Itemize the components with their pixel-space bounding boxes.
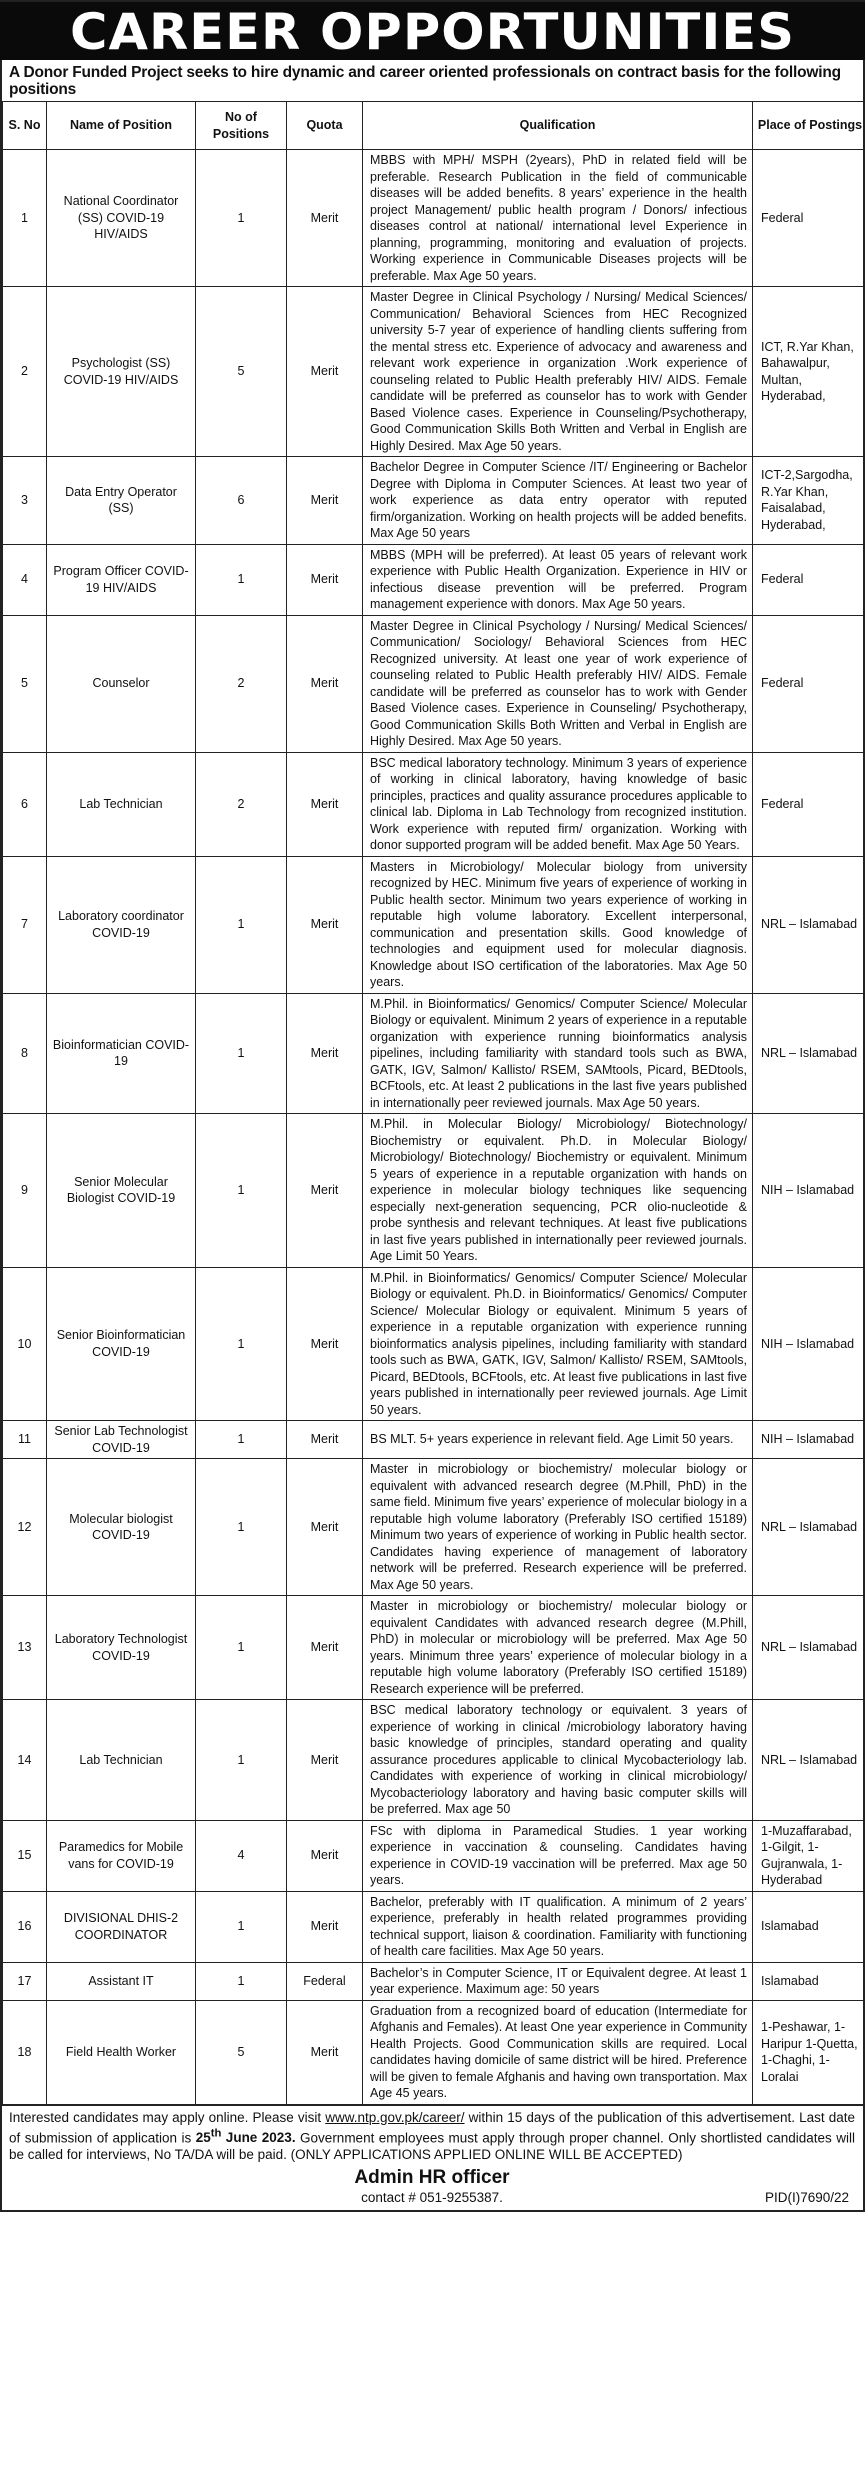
row-qualification: M.Phil. in Molecular Biology/ Microbiology/ Biotechnology/ Biochemistry or equivalent. Ph.D. in Molecular Biology/ Microbiology/ Biotechnology/ Biochemistry or equivalent. Minimum 5 years of experience in a reputable organization with hands on experience in molecular biology techniques like sequencing especially next-generation sequencing, PCR olio-nucleotide & probe synthesis and relevant techniques. At least five publications in last five years published in internationally peer reviewed journals. Age Limit 50 Years. bbox=[363, 1114, 753, 1268]
banner-title: CAREER OPPORTUNITIES bbox=[0, 2, 865, 60]
row-quota: Merit bbox=[287, 1267, 363, 1421]
table-row bbox=[3, 1596, 865, 1700]
row-position-name: Bioinformatician COVID-19 bbox=[47, 993, 196, 1114]
row-quota: Merit bbox=[287, 1891, 363, 1962]
row-positions-count: 1 bbox=[196, 544, 287, 615]
row-sno: 5 bbox=[3, 615, 47, 752]
table-row bbox=[3, 544, 865, 615]
row-positions-count: 1 bbox=[196, 1962, 287, 2000]
row-postings: Federal bbox=[753, 544, 865, 615]
row-sno: 4 bbox=[3, 544, 47, 615]
table-row bbox=[3, 457, 865, 545]
row-position-name: Psychologist (SS) COVID-19 HIV/AIDS bbox=[47, 287, 196, 457]
table-row bbox=[3, 1891, 865, 1962]
row-sno: 18 bbox=[3, 2000, 47, 2104]
row-positions-count: 1 bbox=[196, 856, 287, 993]
row-postings: 1-Muzaffarabad, 1-Gilgit, 1-Gujranwala, 1-Hyderabad bbox=[753, 1820, 865, 1891]
signature-block bbox=[9, 2163, 855, 2206]
row-qualification: MBBS with MPH/ MSPH (2years), PhD in related field will be preferable. Research Publication in the field of communicable diseases will be added benefits. 8 years’ experience in the health project Management/ public health program / Donors/ infectious diseases control at national/ international level Experience in planning, programming, monitoring and evaluation of projects. Working experience in Communicable Diseases projects will be preferable. Max Age 50 years. bbox=[363, 150, 753, 287]
header-positions: No of Positions bbox=[196, 102, 287, 150]
row-qualification: Master Degree in Clinical Psychology / Nursing/ Medical Sciences/ Communication/ Behavioral Sciences from HEC Recognized university 5-7 year of experience of handling clients suffering from the mental stress etc. Experience of advocacy and awareness and relevant work experience in organization .Work experience of counseling related to Public Health preferably HIV/ AIDS. Female candidate will be preferred as counselor has to work with Gender Based Violence cases. Experience in Counseling/Psychotherapy, Good Communication Skills Both Written and Verbal in English are Highly Desired. Max Age 50 years. bbox=[363, 287, 753, 457]
row-sno: 9 bbox=[3, 1114, 47, 1268]
row-quota: Merit bbox=[287, 752, 363, 856]
row-qualification: Master in microbiology or biochemistry/ molecular biology or equivalent with advanced research degree (M.Phill, PhD) in the same field. Minimum five years’ experience of molecular biology in a reputable high volume laboratory (Preferably ISO certified 15189) Minimum two years of experience of working in Public health sector. Candidates having experience of management of laboratory network will be preferred. Research experience will be preferred. Max Age 50 years. bbox=[363, 1459, 753, 1596]
row-qualification: FSc with diploma in Paramedical Studies. 1 year working experience in vaccination & counseling. Candidates having experience in COVID-19 vaccination will be preferred. Max age 50 years. bbox=[363, 1820, 753, 1891]
row-qualification: BSC medical laboratory technology or equivalent. 3 years of experience of working in clinical /microbiology laboratory having basic knowledge of principles, standard operating and quality assurance procedures applicable to clinical Mycobacteriology lab. Candidates with experience of working in clinical microbiology/ Mycobacteriology laboratory and having basic computer skills will be preferred. Max age 50 bbox=[363, 1700, 753, 1821]
row-position-name: Senior Lab Technologist COVID-19 bbox=[47, 1421, 196, 1459]
row-positions-count: 1 bbox=[196, 1891, 287, 1962]
deadline bbox=[195, 2127, 296, 2145]
table-row bbox=[3, 752, 865, 856]
deadline-month-year: June 2023. bbox=[221, 2130, 296, 2145]
row-postings: NRL – Islamabad bbox=[753, 1700, 865, 1821]
row-positions-count: 4 bbox=[196, 1820, 287, 1891]
row-qualification: Graduation from a recognized board of education (Intermediate for Afghanis and Females). At least One year experience in Community Health Projects. Good Communication skills are required. Local candidates having domicile of same district will be hired. Preference will be given to female Afghanis and having own transportation. Max Age 45 years. bbox=[363, 2000, 753, 2104]
row-positions-count: 5 bbox=[196, 2000, 287, 2104]
table-row bbox=[3, 993, 865, 1114]
row-quota: Merit bbox=[287, 1459, 363, 1596]
row-positions-count: 1 bbox=[196, 1700, 287, 1821]
table-row bbox=[3, 1114, 865, 1268]
header-quota: Quota bbox=[287, 102, 363, 150]
row-postings: NRL – Islamabad bbox=[753, 1596, 865, 1700]
header-qualification: Qualification bbox=[363, 102, 753, 150]
row-quota: Merit bbox=[287, 150, 363, 287]
row-postings: NIH – Islamabad bbox=[753, 1267, 865, 1421]
intro-text: A Donor Funded Project seeks to hire dynamic and career oriented professionals on contract basis for the following positions bbox=[9, 64, 841, 98]
table-row bbox=[3, 150, 865, 287]
row-position-name: Molecular biologist COVID-19 bbox=[47, 1459, 196, 1596]
table-body bbox=[3, 150, 865, 2105]
row-sno: 14 bbox=[3, 1700, 47, 1821]
row-sno: 7 bbox=[3, 856, 47, 993]
row-sno: 3 bbox=[3, 457, 47, 545]
row-qualification: BSC medical laboratory technology. Minimum 3 years of experience of working in clinical laboratory, having knowledge of basic principles, practices and quality assurance procedures applicable to clinical lab. Diploma in Lab Technology from recognized institution. Work experience with reputed firm/ organization. Working with donor supported program will be added benefit. Max Age 50 Years. bbox=[363, 752, 753, 856]
row-sno: 6 bbox=[3, 752, 47, 856]
row-qualification: Master in microbiology or biochemistry/ molecular biology or equivalent Candidates with advanced research degree (M.Phill, PhD) in molecular or microbiology will be preferred. Max Age 50 years. Minimum three years’ experience of molecular biology in a reputable high volume laboratory (Preferably ISO certified 15189) Research experience will be preferred. bbox=[363, 1596, 753, 1700]
positions-table bbox=[2, 101, 865, 2105]
row-position-name: Laboratory Technologist COVID-19 bbox=[47, 1596, 196, 1700]
row-postings: Federal bbox=[753, 150, 865, 287]
row-positions-count: 1 bbox=[196, 993, 287, 1114]
row-postings: Islamabad bbox=[753, 1962, 865, 2000]
row-position-name: DIVISIONAL DHIS-2 COORDINATOR bbox=[47, 1891, 196, 1962]
row-qualification: Bachelor Degree in Computer Science /IT/ Engineering or Bachelor Degree with Diploma in Computer Sciences. At least two year of work experience as data entry operator with reputed firm/organization. Working on health projects will be added benefits. Max Age 50 years bbox=[363, 457, 753, 545]
table-row bbox=[3, 1962, 865, 2000]
row-sno: 8 bbox=[3, 993, 47, 1114]
row-positions-count: 5 bbox=[196, 287, 287, 457]
row-sno: 17 bbox=[3, 1962, 47, 2000]
row-quota: Merit bbox=[287, 993, 363, 1114]
instructions-text-3: Government employees must apply through proper channel. Only shortlisted candidates will be called for interviews, No TA/DA will be paid. (ONLY APPLICATIONS APPLIED ONLINE WILL BE ACCEPTED) bbox=[9, 2130, 856, 2162]
row-postings: 1-Peshawar, 1- Haripur 1-Quetta, 1-Chaghi, 1-Loralai bbox=[753, 2000, 865, 2104]
row-quota: Merit bbox=[287, 1700, 363, 1821]
deadline-day: 25 bbox=[195, 2130, 211, 2145]
row-position-name: Program Officer COVID-19 HIV/AIDS bbox=[47, 544, 196, 615]
row-quota: Merit bbox=[287, 1596, 363, 1700]
instructions-text-1: Interested candidates may apply online. Please visit bbox=[9, 2109, 326, 2125]
row-sno: 11 bbox=[3, 1421, 47, 1459]
deadline-suffix: th bbox=[210, 2127, 222, 2140]
row-postings: ICT, R.Yar Khan, Bahawalpur, Multan, Hyderabad, bbox=[753, 287, 865, 457]
row-positions-count: 1 bbox=[196, 150, 287, 287]
row-quota: Merit bbox=[287, 1114, 363, 1268]
row-sno: 12 bbox=[3, 1459, 47, 1596]
row-postings: Federal bbox=[753, 752, 865, 856]
row-position-name: Field Health Worker bbox=[47, 2000, 196, 2104]
row-postings: NRL – Islamabad bbox=[753, 1459, 865, 1596]
row-postings: NRL – Islamabad bbox=[753, 856, 865, 993]
row-quota: Merit bbox=[287, 2000, 363, 2104]
row-sno: 15 bbox=[3, 1820, 47, 1891]
row-quota: Federal bbox=[287, 1962, 363, 2000]
contact-number: contact # 051-9255387. bbox=[361, 2190, 503, 2205]
row-position-name: Counselor bbox=[47, 615, 196, 752]
row-qualification: BS MLT. 5+ years experience in relevant field. Age Limit 50 years. bbox=[363, 1421, 753, 1459]
row-position-name: Lab Technician bbox=[47, 1700, 196, 1821]
row-qualification: Masters in Microbiology/ Molecular biology from university recognized by HEC. Minimum five years of experience of working in Public health sector. Minimum two years experience of working in reputable high volume laboratory. Excellent interpersonal, communication and presentation skills. Good knowledge of technologies and equipment used for molecular diagnosis. Knowledge about ISO certification of the laboratories. Max Age 50 years. bbox=[363, 856, 753, 993]
career-link[interactable]: www.ntp.gov.pk/career/ bbox=[325, 2109, 465, 2125]
row-positions-count: 2 bbox=[196, 752, 287, 856]
row-postings: NIH – Islamabad bbox=[753, 1421, 865, 1459]
row-quota: Merit bbox=[287, 615, 363, 752]
row-positions-count: 1 bbox=[196, 1114, 287, 1268]
table-row bbox=[3, 287, 865, 457]
row-quota: Merit bbox=[287, 457, 363, 545]
row-qualification: M.Phil. in Bioinformatics/ Genomics/ Computer Science/ Molecular Biology or equivalent. Ph.D. in Bioinformatics/ Genomics/ Computer Science/ Molecular Biology or equivalent. Minimum 5 years of experience in a reputable organization with experience running bioinformatics analysis pipelines, including familiarity with standard tools such as BWA, GATK, IGV, Salmon/ Kallisto/ RSEM, SAMtools, Picard, BEDtools, BCFtools, etc. At least five publications in last five years published in internationally peer reviewed journals. Age Limit 50 years. bbox=[363, 1267, 753, 1421]
application-instructions bbox=[2, 2105, 863, 2211]
header-name: Name of Position bbox=[47, 102, 196, 150]
row-postings: NRL – Islamabad bbox=[753, 993, 865, 1114]
row-position-name: Laboratory coordinator COVID-19 bbox=[47, 856, 196, 993]
row-sno: 10 bbox=[3, 1267, 47, 1421]
table-row bbox=[3, 2000, 865, 2104]
row-position-name: National Coordinator (SS) COVID-19 HIV/AIDS bbox=[47, 150, 196, 287]
row-qualification: Bachelor, preferably with IT qualification. A minimum of 2 years’ experience, preferably in health related programmes providing technical support, liaison & coordination. Familiarity with functioning of health care facilities. Max Age 50 years. bbox=[363, 1891, 753, 1962]
table-row bbox=[3, 1700, 865, 1821]
row-quota: Merit bbox=[287, 1421, 363, 1459]
row-position-name: Senior Bioinformatician COVID-19 bbox=[47, 1267, 196, 1421]
instructions-text-2: within 15 days of the publication of this advertisement. Last date of submission of application is bbox=[9, 2109, 855, 2145]
table-row bbox=[3, 1421, 865, 1459]
officer-title: Admin HR officer bbox=[354, 2167, 510, 2188]
row-sno: 13 bbox=[3, 1596, 47, 1700]
row-qualification: MBBS (MPH will be preferred). At least 05 years of relevant work experience with Public Health Organization. Experience in HIV or infectious disease prevention will be preferred. Program management experience with donors. Max Age 50 years. bbox=[363, 544, 753, 615]
row-postings: Federal bbox=[753, 615, 865, 752]
table-row bbox=[3, 1820, 865, 1891]
row-postings: NIH – Islamabad bbox=[753, 1114, 865, 1268]
row-position-name: Data Entry Operator (SS) bbox=[47, 457, 196, 545]
table-row bbox=[3, 615, 865, 752]
pid-number: PID(I)7690/22 bbox=[764, 2190, 849, 2205]
row-postings: Islamabad bbox=[753, 1891, 865, 1962]
row-position-name: Assistant IT bbox=[47, 1962, 196, 2000]
row-qualification: Master Degree in Clinical Psychology / Nursing/ Medical Sciences/ Communication/ Sociology/ Behavioral Sciences from HEC Recognized university. At least one year of work experience of counseling related to Public Health preferably HIV/ AIDS. Female candidate will be preferred as counselor has to work with Gender Based Violence cases. Experience in Counseling/ Psychotherapy, Good Communication Skills Both Written and Verbal in English are Highly Desired. Max Age 50 years. bbox=[363, 615, 753, 752]
row-position-name: Lab Technician bbox=[47, 752, 196, 856]
row-positions-count: 1 bbox=[196, 1596, 287, 1700]
row-quota: Merit bbox=[287, 544, 363, 615]
header-postings: Place of Postings bbox=[753, 102, 865, 150]
row-postings: ICT-2,Sargodha, R.Yar Khan, Faisalabad, Hyderabad, bbox=[753, 457, 865, 545]
row-positions-count: 1 bbox=[196, 1267, 287, 1421]
row-qualification: M.Phil. in Bioinformatics/ Genomics/ Computer Science/ Molecular Biology or equivalent. Minimum 2 years of experience in a reputable organization with experience running bioinformatics analysis pipelines, including familiarity with standard tools such as BWA, GATK, IGV, Salmon/ Kallisto/ RSEM, SAMtools, Picard, BEDtools, BCFtools, etc. At least 2 publications in the last five years published in internationally peer reviewed journals. Max Age 50 years. bbox=[363, 993, 753, 1114]
row-positions-count: 2 bbox=[196, 615, 287, 752]
row-quota: Merit bbox=[287, 287, 363, 457]
table-header-row bbox=[3, 102, 865, 150]
row-sno: 16 bbox=[3, 1891, 47, 1962]
row-sno: 2 bbox=[3, 287, 47, 457]
table-row bbox=[3, 1267, 865, 1421]
row-positions-count: 1 bbox=[196, 1421, 287, 1459]
row-positions-count: 6 bbox=[196, 457, 287, 545]
row-quota: Merit bbox=[287, 856, 363, 993]
row-positions-count: 1 bbox=[196, 1459, 287, 1596]
row-position-name: Senior Molecular Biologist COVID-19 bbox=[47, 1114, 196, 1268]
table-row bbox=[3, 1459, 865, 1596]
row-sno: 1 bbox=[3, 150, 47, 287]
row-position-name: Paramedics for Mobile vans for COVID-19 bbox=[47, 1820, 196, 1891]
table-row bbox=[3, 856, 865, 993]
header-sno: S. No bbox=[3, 102, 47, 150]
row-quota: Merit bbox=[287, 1820, 363, 1891]
row-qualification: Bachelor’s in Computer Science, IT or Equivalent degree. At least 1 year experience. Maximum age: 50 years bbox=[363, 1962, 753, 2000]
